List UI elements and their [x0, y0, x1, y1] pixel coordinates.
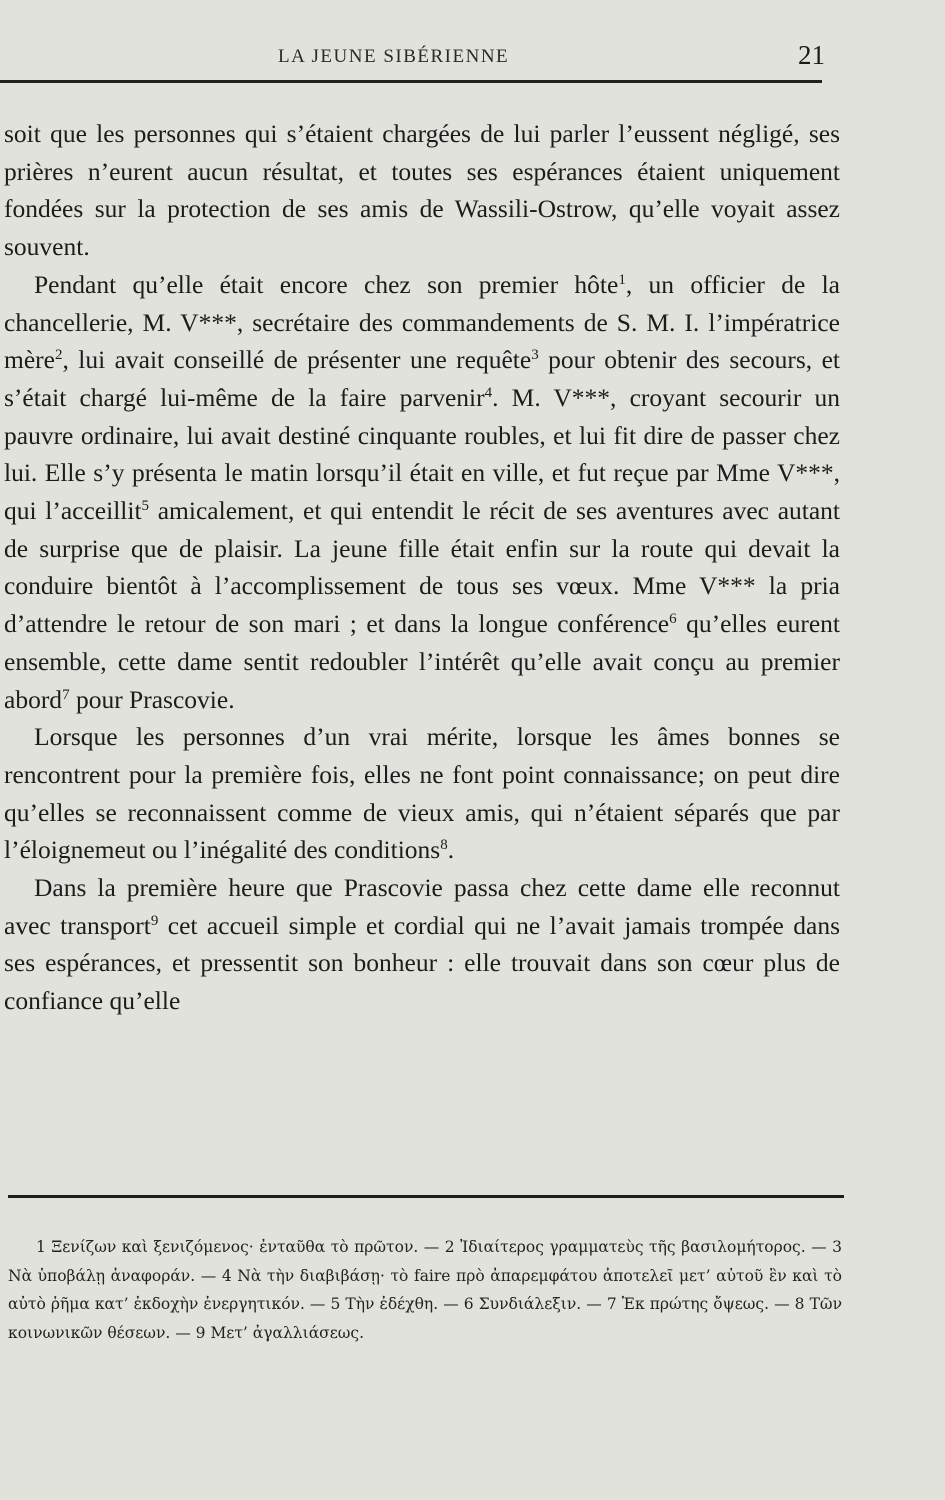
paragraph-text: Pendant qu’elle était encore chez son premier hôte [34, 269, 619, 299]
footnote-marker: 3 [531, 347, 539, 364]
paragraph-text: , un officier de la chancellerie, M. V***, secrétaire des commandements de S. M. I. l’impératrice mère [4, 269, 841, 375]
paragraph-text: Lorsque les personnes d’un vrai mérite, lorsque les âmes bonnes se rencontrent pour la première fois, elles ne font point connaissance; on peut dire qu’elles se reconnaissent comme de vieux amis, qui n’étaient séparés que par l’éloignemeut ou l’inégalité des conditions [4, 722, 840, 865]
body-text [4, 115, 840, 1020]
paragraph-text: . [447, 835, 455, 865]
footnotes [8, 1233, 842, 1347]
paragraph [4, 718, 840, 869]
page-number: 21 [798, 40, 825, 70]
paragraph-text: soit que les personnes qui s’étaient chargées de lui parler l’eussent négligé, ses prières n’eurent aucun résultat, et toutes ses espérances étaient uniquement fondées sur la protection de ses amis de Wassili-Ostrow, qu’elle voyait assez souvent. [4, 119, 840, 262]
paragraph [4, 869, 840, 1020]
footnote-marker: 6 [669, 611, 677, 628]
paragraph-text: . M. V***, croyant secourir un pauvre ordinaire, lui avait destiné cinquante roubles, et lui fit dire de passer chez lui. Elle s’y présenta le matin lorsqu’il était en ville, et fut reçue par Mme V***, qui l’acceillit [4, 382, 841, 526]
header-rule [0, 80, 822, 83]
footnote-marker: 1 [618, 271, 626, 288]
paragraph-text: pour Prascovie. [69, 684, 235, 714]
paragraph-text: pour obtenir des secours, et s’était chargé lui-même de la faire parvenir [4, 345, 840, 412]
page-header [0, 40, 845, 80]
footnote-marker: 8 [440, 837, 448, 854]
footnote-text: 1 Ξενίζων καὶ ξενιζόμενος· ἐνταῦθα τὸ πρῶτον. — 2 Ἰδιαίτερος γραμματεὺς τῆς βασιλομήτορος. — 3 Νὰ ὑποβάλῃ ἀναφοράν. — 4 Νὰ τὴν διαβιβάσῃ· τὸ faire πρὸ ἀπαρεμφάτου ἀποτελεῖ μετ’ αὐτοῦ ἓν καὶ τὸ αὐτὸ ῥῆμα κατ’ ἐκδοχὴν ἐνεργητικόν. — 5 Τὴν ἐδέχθη. — 6 Συνδιάλεξιν. — 7 Ἐκ πρώτης ὄψεως. — 8 Τῶν κοινωνικῶν θέσεων. — 9 Μετ’ ἀγαλλιάσεως. [8, 1238, 842, 1342]
footnote-marker: 7 [62, 686, 70, 703]
paragraph [4, 266, 840, 718]
footnote-marker: 5 [141, 498, 150, 515]
footnote-marker: 9 [150, 912, 159, 929]
paragraph-text: amicalement, et qui entendit le récit de ses aventures avec autant de surprise que de plaisir. La jeune fille était enfin sur la route qui devait la conduire bientôt à l’accomplissement de tous ses vœux. Mme V*** la pria d’attendre le retour de son mari ; et dans la longue conférence [4, 496, 840, 639]
paragraph-text: , lui avait conseillé de présenter une requête [62, 345, 532, 375]
paragraph-text: qu’elles eurent ensemble, cette dame sentit redoubler l’intérêt qu’elle avait conçu au premier abord [4, 609, 841, 714]
paragraph [4, 115, 840, 266]
footnote-rule [8, 1195, 844, 1198]
paragraph-text: Dans la première heure que Prascovie passa chez cette dame elle reconnut avec transport [4, 873, 840, 940]
footnote-marker: 2 [54, 347, 63, 364]
paragraph-text: cet accueil simple et cordial qui ne l’avait jamais trompée dans ses espérances, et pressentit son bonheur : elle trouvait dans son cœur plus de confiance qu’elle [4, 910, 841, 1016]
footnote-marker: 4 [484, 384, 493, 401]
running-title: LA JEUNE SIBÉRIENNE [278, 46, 510, 67]
